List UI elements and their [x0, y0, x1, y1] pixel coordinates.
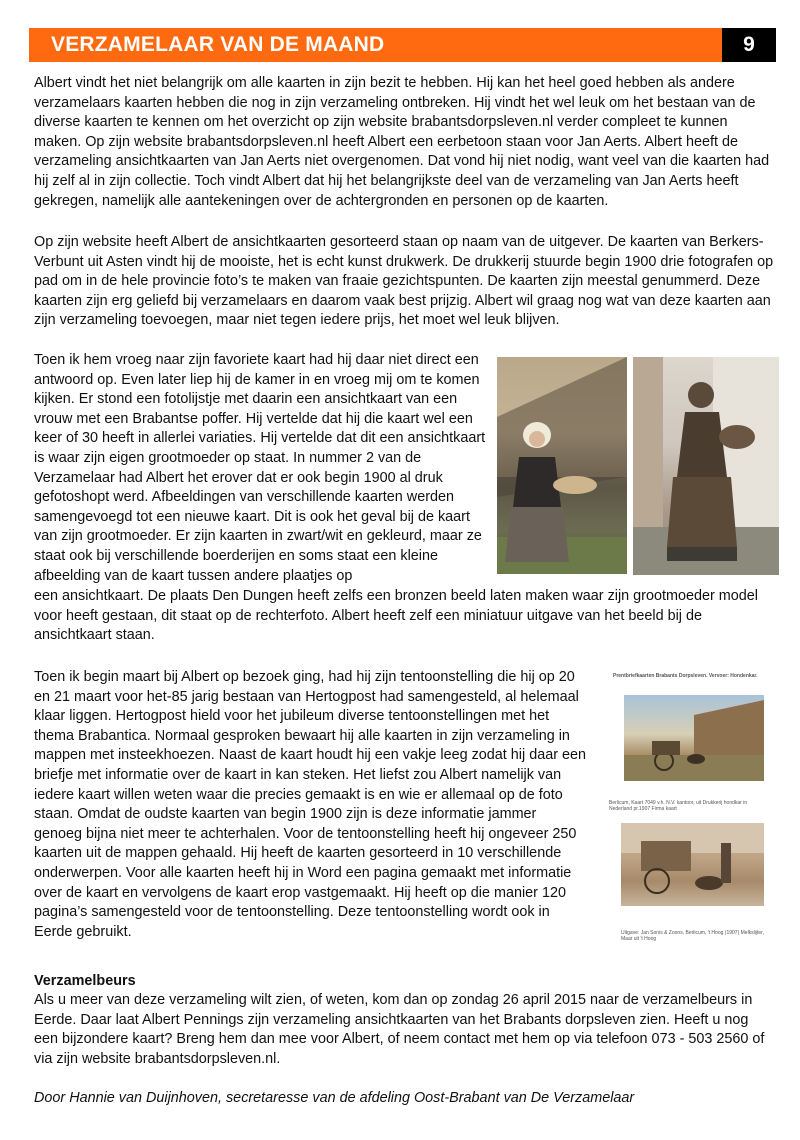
- photo-woman-with-poffer: [497, 357, 627, 574]
- postcard-dog-cart-1: [624, 695, 764, 781]
- page-header: [29, 28, 776, 62]
- paragraph-2: Op zijn website heeft Albert de ansichtkaarten gesorteerd staan op naam van de uitgever. De kaarten van Berkers-Verbunt uit Asten vindt hij de mooiste, het is echt kunst drukwerk. De drukkerij stuurde begin 1900 drie fotografen op pad om in de hele provincie foto’s te maken van fraaie gezichtspunten. De kaarten zijn meestal genummerd. Deze kaarten zijn erg geliefd bij verzamelaars en daarom vaak best prijzig. Albert wil graag nog wat van deze kaarten aan zijn verzameling toevoegen, maar niet tegen iedere prijs, het moet wel leuk blijven.: [34, 234, 774, 329]
- verzamelbeurs-heading: Verzamelbeurs: [34, 973, 136, 989]
- postcard-dog-cart-2: [621, 823, 764, 906]
- photo-bronze-statue: [633, 357, 779, 575]
- exhibition-page-image: [595, 668, 775, 943]
- paragraph-5: Als u meer van deze verzameling wilt zien, of weten, kom dan op zondag 26 april 2015 naar de verzamelbeurs in Eerde. Daar laat Albert Pennings zijn verzameling ansichtkaarten van het Brabants dorpsleven zien. Heeft u nog een bijzondere kaart? Breng hem dan mee voor Albert, of neem contact met hem op via telefoon 073 - 503 2560 of via zijn website brabantsdorpsleven.nl.: [34, 992, 765, 1067]
- exhibit-caption-1: Berlicum, Kaart 7049 v.h. N.V. kantoor, uit Drukkerij hondkar in Nederland pr.1907 Firma kaart: [609, 800, 748, 812]
- paragraph-1: Albert vindt het niet belangrijk om alle kaarten in zijn bezit te hebben. Hij kan het heel goed hebben als andere verzamelaars kaarten hebben die nog in zijn verzameling ontbreken. Hij vindt het wel leuk om het bestaan van de diverse kaarten te kennen om het overzicht op zijn website brabantsdorpsleven.nl verder compleet te kunnen maken. Op zijn website brabantsdorpsleven.nl heeft Albert een eerbetoon staan voor Jan Aerts. Albert heeft de verzameling ansichtkaarten van Jan Aerts niet overgenomen. Dat vond hij niet nodig, want veel van die kaarten had hij zelf al in zijn collectie. Toch vindt Albert dat hij het belangrijkste deel van de verzameling van Jan Aerts heeft gekregen, namelijk alle aantekeningen over de achtergronden en personen op de kaarten.: [34, 75, 770, 209]
- section-title: VERZAMELAAR VAN DE MAAND: [29, 28, 722, 62]
- exhibit-page-heading: Prentbriefkaarten Brabants Dorpsleven. Vervoer: Hondenkar.: [613, 673, 758, 679]
- exhibit-caption-2: Uitgave: Jan Sonis & Zoons, Berlicum, 't Hoog (1907) Melkslijter, Maar uit 't Hoog: [621, 930, 764, 942]
- page-number: 9: [722, 28, 776, 62]
- paragraph-3: Toen ik hem vroeg naar zijn favoriete kaart had hij daar niet direct een antwoord op. Even later liep hij de kamer in en vroeg mij om te komen kijken. Er stond een fotolijstje met daarin een ansichtkaart van een vrouw met een Brabantse poffer. Hij vertelde dat hij die kaart wel een keer of 30 heeft in allerlei variaties. Hij vertelde dat dit een ansichtkaart is waar zijn eigen grootmoeder op staat. In nummer 2 van de Verzamelaar had Albert het erover dat er ook begin 1900 al druk gefotoshopt werd. Afbeeldingen van verschillende kaarten werden samengevoegd tot een nieuwe kaart. Dit is ook het geval bij de kaart van zijn grootmoeder. Er zijn kaarten in zwart/wit en gekleurd, maar ze staat ook bij verschillende boerderijen en soms staat een kleine afbeelding van de kaart tussen andere plaatjes op: [34, 352, 486, 584]
- author-signature: Door Hannie van Duijnhoven, secretaresse van de afdeling Oost-Brabant van De Verzamelaar: [34, 1090, 635, 1106]
- paragraph-4: Toen ik begin maart bij Albert op bezoek ging, had hij zijn tentoonstelling die hij op 20 en 21 maart voor het-85 jarig bestaan van Hertogpost had samengesteld, al helemaal klaar liggen. Hertogpost hield voor het jubileum diverse tentoonstellingen met het thema Brabantica. Normaal gesproken bewaart hij alle kaarten in zijn verzameling in mappen met insteekhoezen. Naast de kaart houdt hij een vakje leeg zodat hij daar een briefje met informatie over de kaart in kan steken. Het liefst zou Albert namelijk van iedere kaart willen weten waar die precies gemaakt is en wie er allemaal op de foto staan. Omdat de oudste kaarten van begin 1900 zijn is deze informatie jammer genoeg bijna niet meer te achterhalen. Voor de tentoonstelling heeft hij ongeveer 250 kaarten uit de mappen gehaald. Hij heeft de kaarten gesorteerd in 10 verschillende onderwerpen. Voor alle kaarten heeft hij in Word een pagina gemaakt met informatie over de kaart en vervolgens de kaart erop vastgemaakt. Hij heeft op die manier 120 pagina’s samengesteld voor de tentoonstelling. Deze tentoonstelling wordt ook in Eerde gebruikt.: [34, 669, 587, 940]
- paragraph-3-continued: een ansichtkaart. De plaats Den Dungen heeft zelfs een bronzen beeld laten maken waar zijn grootmoeder model voor heeft gestaan, dit staat op de rechterfoto. Albert heeft zelf een miniatuur uitgave van het beeld bij de ansichtkaart staan.: [34, 588, 758, 644]
